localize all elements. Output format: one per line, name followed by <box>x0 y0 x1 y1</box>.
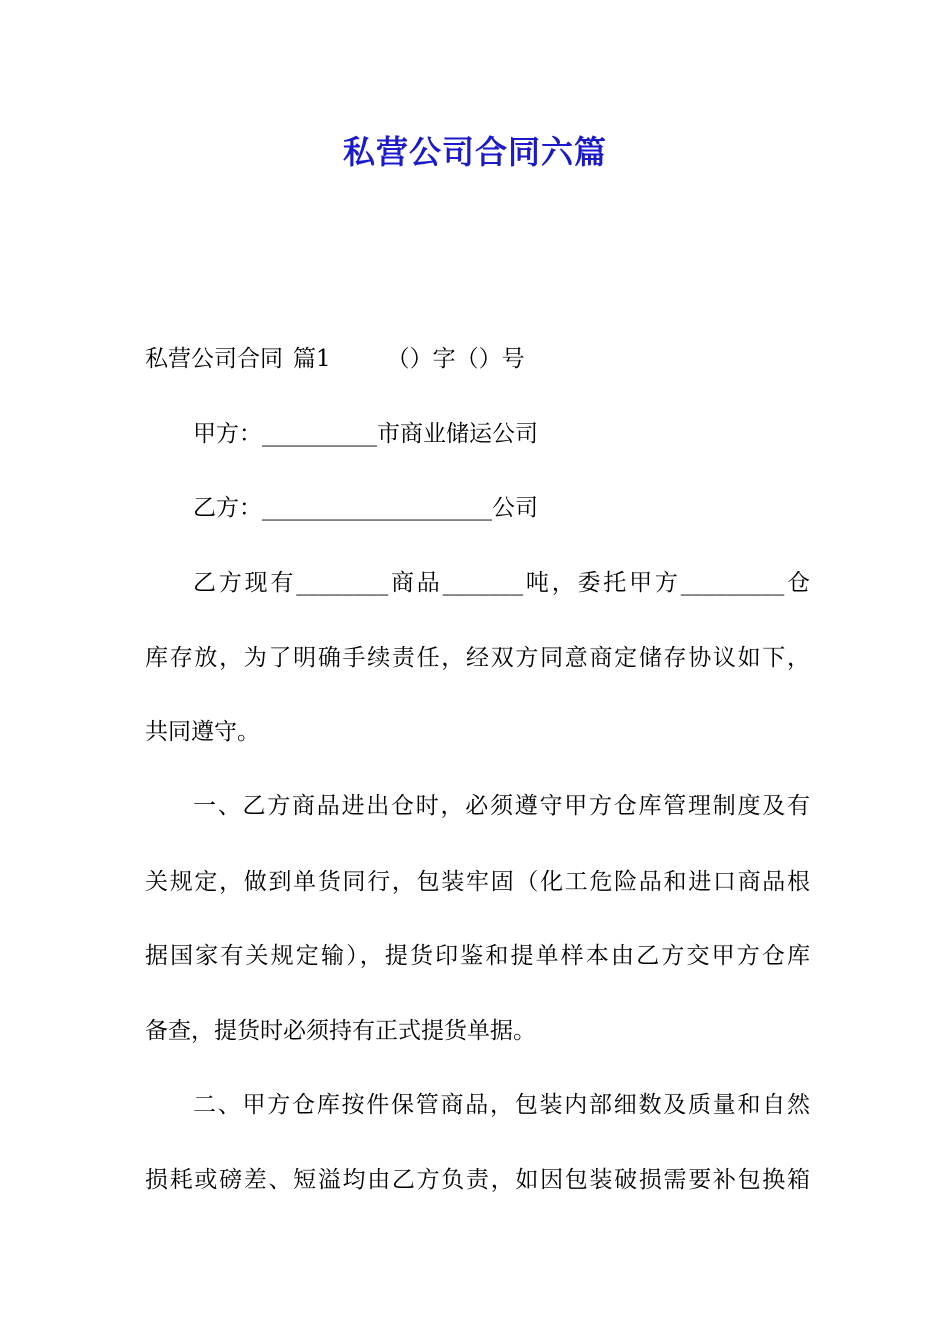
clause-1-line-3: 据国家有关规定输），提货印鉴和提单样本由乙方交甲方仓库 <box>145 943 810 969</box>
clause-1-line-2: 关规定，做到单货同行，包装牢固（化工危险品和进口商品根 <box>145 869 810 895</box>
contract-number-field: （）字（）号 <box>386 346 525 372</box>
party-a-line <box>193 418 810 450</box>
party-a-blank: __________ <box>262 421 377 447</box>
intro-line-2: 库存放，为了明确手续责任，经双方同意商定储存协议如下， <box>145 645 810 671</box>
contract-section: 篇1 <box>293 346 331 372</box>
intro-line-3: 共同遵守。 <box>145 719 260 745</box>
party-a-label: 甲方： <box>193 421 262 447</box>
contract-name: 私营公司合同 <box>145 346 283 372</box>
clause-2-line-1: 二、甲方仓库按件保管商品，包装内部细数及质量和自然 <box>193 1092 810 1118</box>
party-b-blank: ____________________ <box>262 495 492 521</box>
party-b-label: 乙方： <box>193 495 262 521</box>
contract-heading <box>145 343 810 375</box>
document-title: 私营公司合同六篇 <box>342 133 607 171</box>
intro-line-1: 乙方现有________商品_______吨，委托甲方_________仓 <box>193 570 810 596</box>
party-b-name: 公司 <box>492 495 538 521</box>
party-b-line <box>193 492 810 524</box>
clause-2-line-2: 损耗或磅差、短溢均由乙方负责，如因包装破损需要补包换箱 <box>145 1167 810 1193</box>
clause-1-line-1: 一、乙方商品进出仓时，必须遵守甲方仓库管理制度及有 <box>193 793 810 819</box>
clause-1-line-4: 备查，提货时必须持有正式提货单据。 <box>145 1018 536 1044</box>
party-a-name: 市商业储运公司 <box>377 421 538 447</box>
